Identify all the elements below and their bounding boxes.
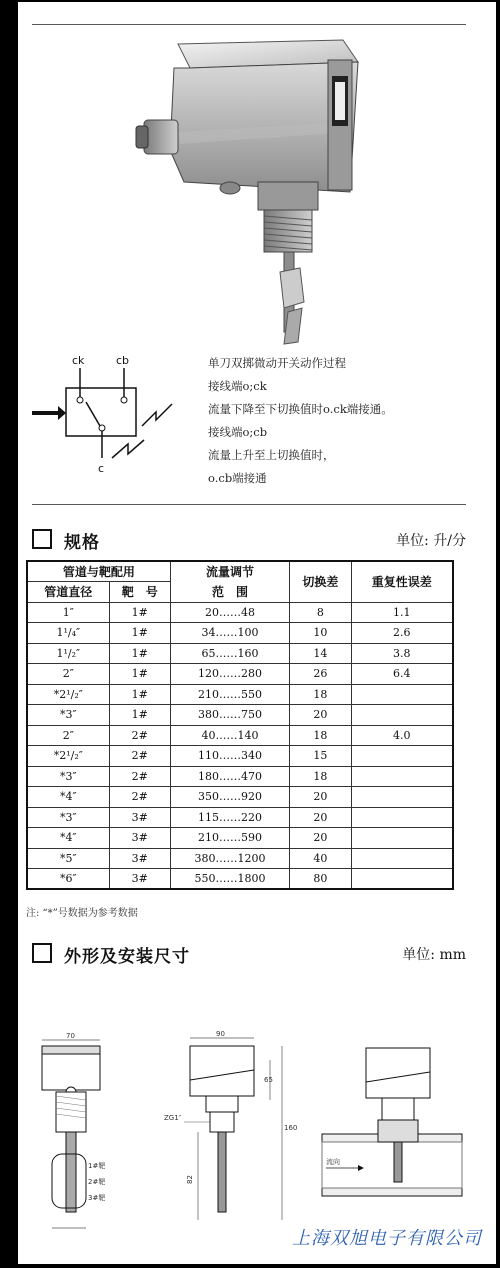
cell-pipe: 2″ [27,725,109,746]
table-row [27,684,453,705]
cell-diff: 20 [290,787,351,808]
cell-pipe: *2¹/₂″ [27,684,109,705]
cell-diff: 40 [290,848,351,869]
cell-range: 180……470 [170,766,289,787]
cell-range: 40……140 [170,725,289,746]
cell-target: 2# [109,725,170,746]
target-1-label: 1#靶 [88,1162,106,1170]
header-target-no: 靶 号 [109,582,170,603]
cell-error: 2.6 [351,623,453,644]
cell-error [351,684,453,705]
cell-target: 2# [109,766,170,787]
table-row [27,746,453,767]
cell-pipe: *3″ [27,766,109,787]
dimensions-checkbox-icon [32,943,52,963]
cell-range: 210……590 [170,828,289,849]
table-row [27,848,453,869]
cell-pipe: *3″ [27,807,109,828]
target-2-label: 2#靶 [88,1178,106,1186]
table-row [27,623,453,644]
cell-range: 115……220 [170,807,289,828]
spec-unit: 单位: 升/分 [396,533,466,549]
header-range: 范 围 [170,582,289,603]
description-line: 流量上升至上切换值时， [208,448,335,462]
dimensions-unit: 单位: mm [402,947,466,963]
cell-diff: 20 [290,828,351,849]
cell-target: 1# [109,602,170,623]
company-name: 上海双旭电子有限公司 [292,1228,482,1249]
cell-target: 3# [109,848,170,869]
dimensions-section-header [32,942,466,966]
dimension-drawing-side [28,1032,138,1252]
cell-pipe: *3″ [27,705,109,726]
dimension-drawing-front [158,1030,308,1250]
cell-range: 34……100 [170,623,289,644]
thread-zg-label: ZG1″ [164,1114,182,1122]
cell-diff: 14 [290,643,351,664]
dimension-drawing-installed [318,1042,468,1222]
cell-pipe: 1¹/₄″ [27,623,109,644]
cell-diff: 80 [290,869,351,890]
cell-target: 3# [109,869,170,890]
cell-pipe: 2″ [27,664,109,685]
cell-pipe: *4″ [27,828,109,849]
cell-range: 550……1800 [170,869,289,890]
table-row [27,643,453,664]
cell-diff: 18 [290,684,351,705]
table-row [27,664,453,685]
switch-schematic [32,354,202,474]
cell-error: 1.1 [351,602,453,623]
cell-error: 4.0 [351,725,453,746]
flow-direction-label: 流向 [326,1158,340,1166]
cell-target: 1# [109,664,170,685]
table-row [27,807,453,828]
cell-target: 2# [109,787,170,808]
dim-height-82: 82 [186,1175,194,1184]
cell-target: 1# [109,705,170,726]
spec-note: 注: “*”号数据为参考数据 [26,908,138,919]
table-row [27,705,453,726]
cell-range: 110……340 [170,746,289,767]
description-line: 单刀双掷微动开关动作过程 [208,356,346,370]
cell-error [351,787,453,808]
cell-target: 3# [109,828,170,849]
cell-diff: 18 [290,766,351,787]
cell-error [351,848,453,869]
datasheet-page [18,2,496,1264]
cell-target: 1# [109,643,170,664]
flow-switch-photo [118,32,368,347]
dim-height-65: 65 [264,1076,273,1084]
cell-pipe: 1¹/₂″ [27,643,109,664]
cell-error [351,828,453,849]
cell-diff: 26 [290,664,351,685]
cell-range: 380……1200 [170,848,289,869]
top-rule [32,24,466,25]
terminal-c-label: c [98,462,105,474]
cell-diff: 10 [290,623,351,644]
header-repeatability: 重复性误差 [351,561,453,602]
header-pipe-diameter: 管道直径 [27,582,109,603]
description-line: 接线端o;ck [208,379,267,393]
table-row [27,828,453,849]
cell-error: 3.8 [351,643,453,664]
cell-error [351,869,453,890]
header-pipe-target: 管道与靶配用 [27,561,170,582]
table-row [27,787,453,808]
terminal-ck-label: ck [72,354,85,367]
cell-pipe: *2¹/₂″ [27,746,109,767]
cell-range: 210……550 [170,684,289,705]
cell-pipe: *5″ [27,848,109,869]
cell-diff: 15 [290,746,351,767]
cell-range: 65……160 [170,643,289,664]
cell-range: 120……280 [170,664,289,685]
cell-range: 350……920 [170,787,289,808]
cell-error [351,807,453,828]
table-row [27,602,453,623]
switch-description [208,352,393,490]
target-3-label: 3#靶 [88,1194,106,1202]
spec-checkbox-icon [32,529,52,549]
description-line: 接线端o;cb [208,425,268,439]
cell-target: 1# [109,684,170,705]
table-row [27,869,453,890]
cell-error [351,766,453,787]
cell-error [351,746,453,767]
cell-diff: 20 [290,807,351,828]
middle-rule [32,504,466,505]
cell-error: 6.4 [351,664,453,685]
description-line: o.cb端接通 [208,471,267,485]
dimensions-title: 外形及安装尺寸 [64,947,190,967]
description-line: 流量下降至下切换值时o.ck端接通。 [208,402,393,416]
cell-target: 3# [109,807,170,828]
dim-width-90: 90 [216,1030,225,1038]
cell-range: 380……750 [170,705,289,726]
table-row [27,725,453,746]
header-switch-diff: 切换差 [290,561,351,602]
terminal-cb-label: cb [116,354,130,367]
header-flow-adjust: 流量调节 [170,561,289,582]
cell-pipe: *6″ [27,869,109,890]
dim-width-70: 70 [66,1032,75,1040]
cell-diff: 18 [290,725,351,746]
cell-target: 2# [109,746,170,767]
spec-table [26,560,454,890]
cell-pipe: 1″ [27,602,109,623]
cell-range: 20……48 [170,602,289,623]
spec-section-header [32,528,466,552]
cell-target: 1# [109,623,170,644]
cell-pipe: *4″ [27,787,109,808]
cell-diff: 20 [290,705,351,726]
spec-title: 规格 [64,533,100,553]
dim-height-160: 160 [284,1124,298,1132]
cell-error [351,705,453,726]
table-row [27,766,453,787]
cell-diff: 8 [290,602,351,623]
